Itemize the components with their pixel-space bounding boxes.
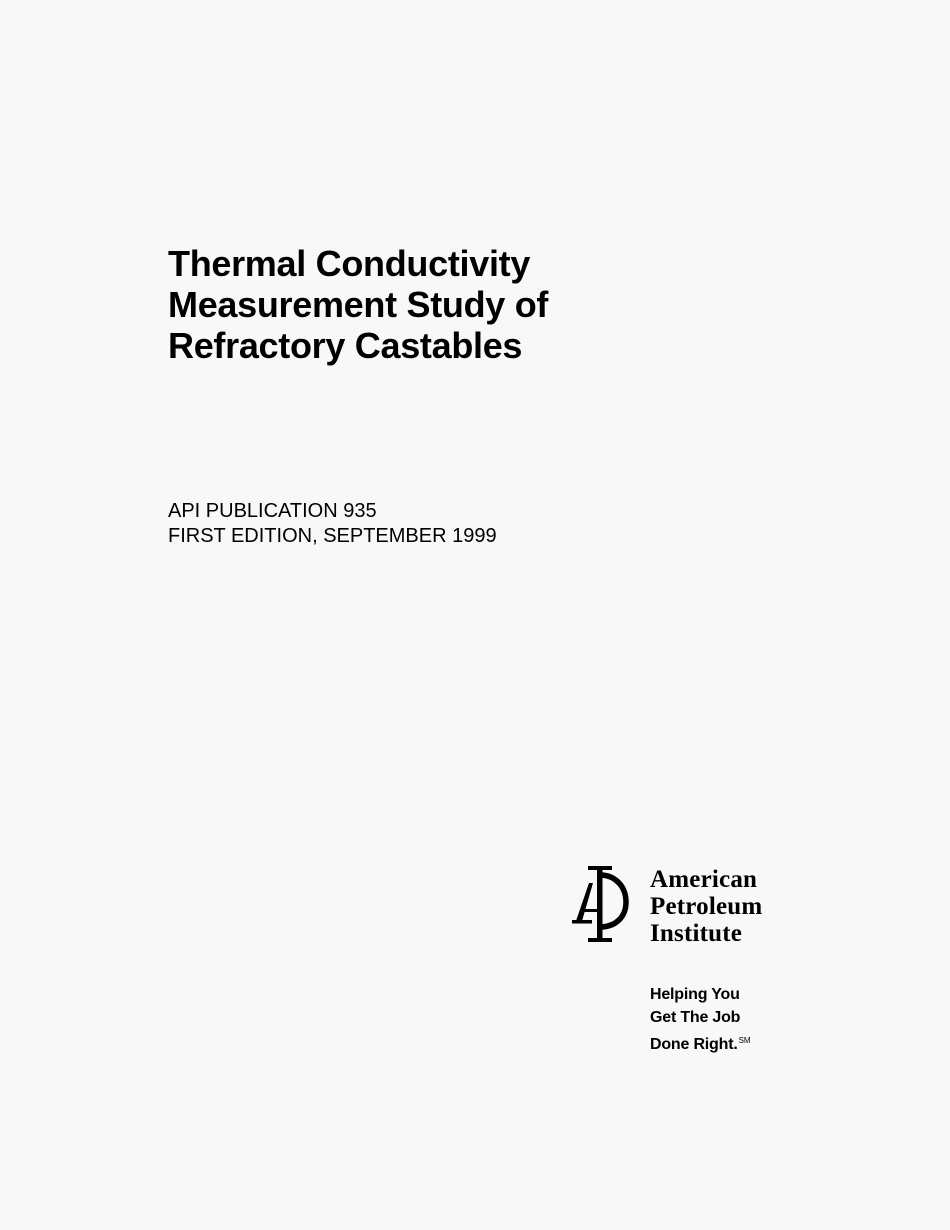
tagline [650, 983, 751, 1056]
org-name-line-2: Petroleum [650, 893, 763, 920]
document-title [168, 243, 548, 366]
title-line-3: Refractory Castables [168, 325, 523, 366]
tagline-line-1: Helping You [650, 986, 740, 1003]
api-monogram-icon [572, 864, 632, 944]
tagline-line-3 [650, 1029, 751, 1056]
title-line-1: Thermal Conductivity [168, 243, 531, 284]
org-name-line-3: Institute [650, 920, 743, 947]
tagline-line-2: Get The Job [650, 1009, 741, 1026]
tagline-line-3-text: Done Right. [650, 1036, 738, 1053]
publication-number: API PUBLICATION 935 [168, 500, 377, 522]
edition-date: FIRST EDITION, SEPTEMBER 1999 [168, 525, 497, 547]
service-mark: SM [738, 1036, 751, 1045]
publication-info [168, 499, 497, 549]
org-name-line-1: American [650, 866, 758, 893]
title-line-2: Measurement Study of [168, 284, 549, 325]
organization-name [650, 866, 762, 947]
